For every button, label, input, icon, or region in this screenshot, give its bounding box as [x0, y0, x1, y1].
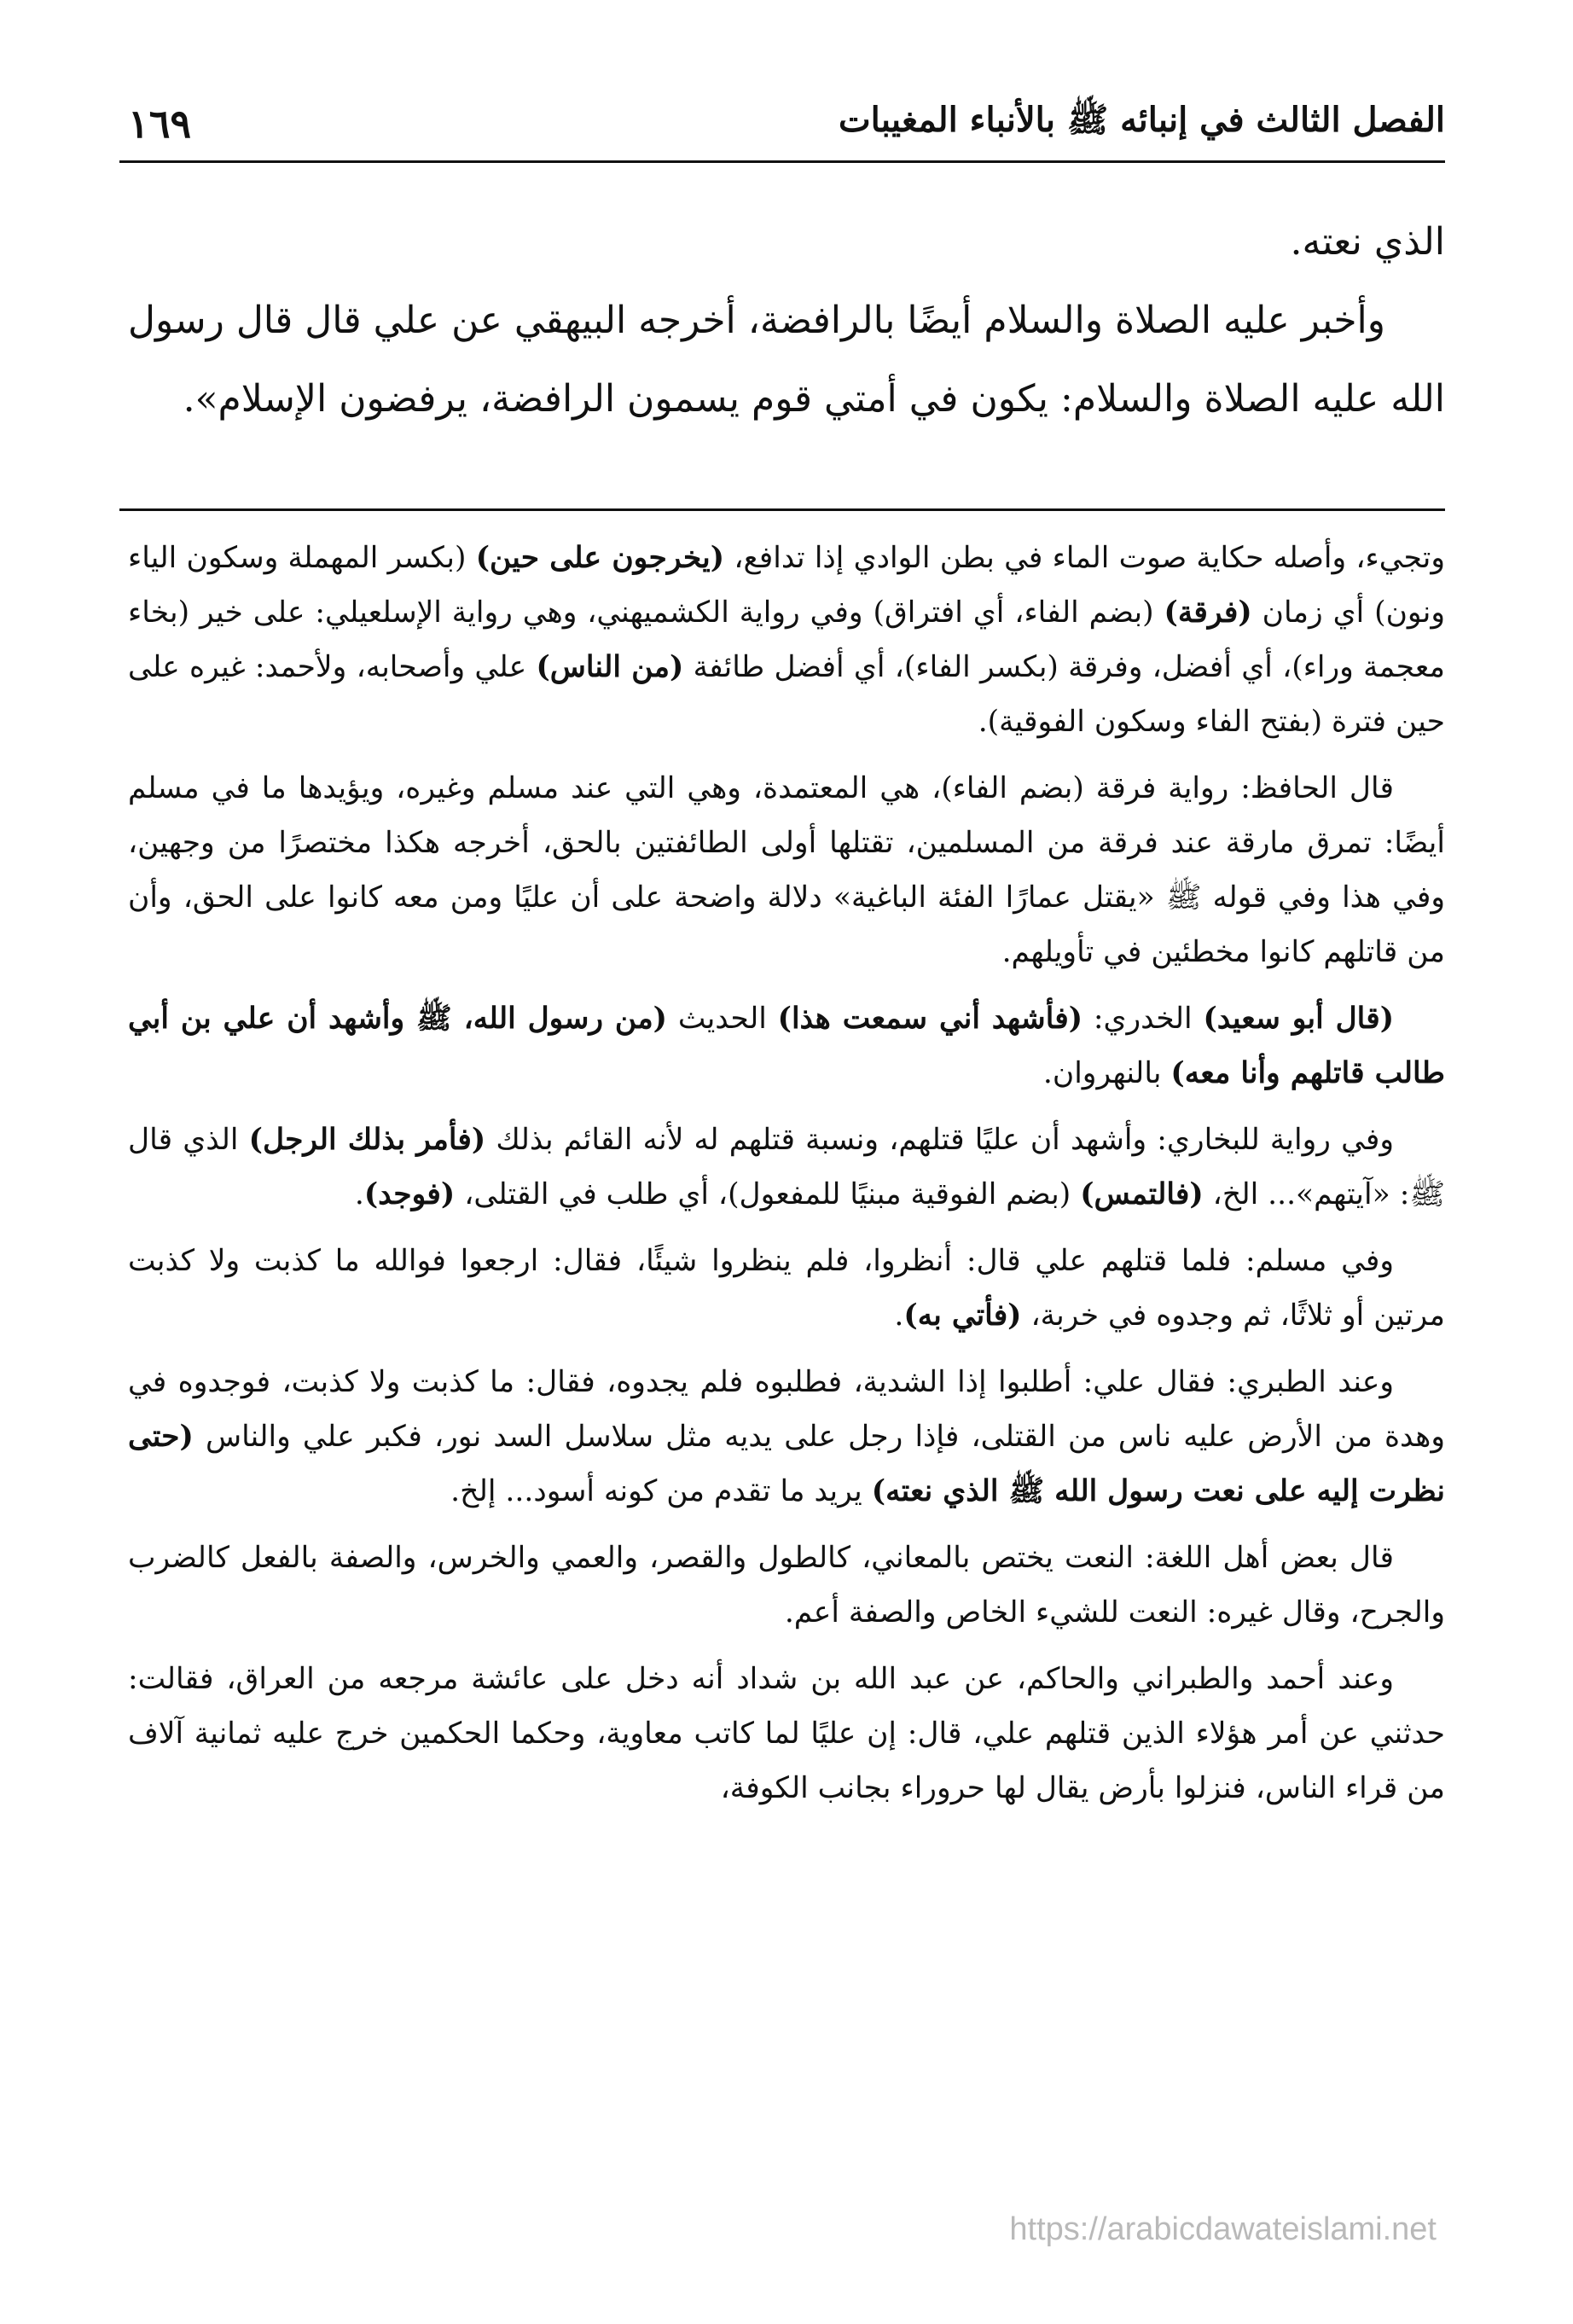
quoted-phrase: (فوجد): [363, 1177, 456, 1211]
text-run: وتجيء، وأصله حكاية صوت الماء في بطن الوادي إذا تدافع،: [724, 541, 1445, 575]
text-run: وفي مسلم: فلما قتلهم علي قال: أنظروا، فلم ينظروا شيئًا، فقال: ارجعوا فوالله ما كذبت ولا كذبت مرتين أو ثلاثًا، ثم وجدوه في خربة،: [128, 1244, 1445, 1333]
quoted-phrase: (حتى نظرت إليه على نعت رسول الله ﷺ الذي نعته): [128, 1420, 1445, 1508]
commentary-paragraph: [128, 531, 1445, 749]
text-run: (بضم الفاء، أي افتراق) وفي رواية الكشميهني، وهي رواية الإسلعيلي: على خير (بخاء معجمة وراء)، أي أفضل، وفرقة (بكسر الفاء)، أي أفضل طائفة: [128, 596, 1445, 684]
commentary-paragraph: [128, 1113, 1445, 1222]
text-run: .: [894, 1299, 904, 1333]
text-run: (بضم الفوقية مبنيًا للمفعول)، أي طلب في القتلى،: [455, 1177, 1081, 1211]
commentary-paragraph: [128, 1355, 1445, 1519]
running-title: الفصل الثالث في إنبائه ﷺ بالأنباء المغيبات: [839, 100, 1445, 140]
text-run: يريد ما تقدم من كونه أسود... إلخ.: [450, 1474, 872, 1508]
commentary: [128, 531, 1445, 1827]
footnote-rule: [119, 508, 1445, 511]
quoted-phrase: (فأتي به): [903, 1299, 1022, 1333]
text-run: بالنهروان.: [1042, 1056, 1171, 1090]
main-paragraph: الذي نعته.: [1290, 220, 1445, 264]
commentary-paragraph: وعند أحمد والطبراني والحاكم، عن عبد الله بن شداد أنه دخل على عائشة مرجعه من العراق، فقالت: حدثني عن أمر هؤلاء الذين قتلهم علي، قال: إن عليًا لما كاتب معاوية، وحكما الحكمين خرج عليه ثمانية آلاف من قراء الناس، فنزلوا بأرض يقال لها حروراء بجانب الكوفة،: [128, 1662, 1445, 1805]
quoted-phrase: (قال أبو سعيد): [1203, 1002, 1395, 1036]
commentary-paragraph: [128, 1234, 1445, 1343]
commentary-paragraph: قال بعض أهل اللغة: النعت يختص بالمعاني، كالطول والقصر، والعمي والخرس، والصفة بالفعل كالضرب والجرح، وقال غيره: النعت للشيء الخاص والصفة أعم.: [128, 1541, 1445, 1630]
quoted-phrase: (من رسول الله، ﷺ وأشهد أن علي بن أبي طالب قاتلهم وأنا معه): [128, 1002, 1445, 1090]
quoted-phrase: (يخرجون على حين): [475, 541, 725, 575]
commentary-paragraph: [128, 991, 1445, 1101]
quoted-phrase: (فرقة): [1164, 596, 1252, 630]
text-run: وفي رواية للبخاري: وأشهد أن عليًا قتلهم، ونسبة قتلهم له لأنه القائم بذلك: [485, 1123, 1394, 1157]
text-run: وعند الطبري: فقال علي: أطلبوا إذا الشدية، فطلبوه فلم يجدوه، فقال: ما كذبت ولا كذبت، فوجدوه في وهدة من الأرض عليه ناس من القتلى، فإذا رجل على يديه مثل سلاسل السد نور، فكبر علي والناس: [128, 1365, 1445, 1454]
text-run: (بكسر المهملة وسكون الياء ونون) أي زمان: [128, 541, 1445, 630]
text-run: الحديث: [667, 1002, 778, 1036]
quoted-phrase: (فأشهد أني سمعت هذا): [777, 1002, 1083, 1036]
header-rule: [119, 160, 1445, 163]
quoted-phrase: (فالتمس): [1080, 1177, 1204, 1211]
text-run: .: [354, 1177, 364, 1211]
page-number: ١٦٩: [128, 101, 192, 147]
quoted-phrase: (من الناس): [536, 650, 684, 684]
quoted-phrase: (فأمر بذلك الرجل): [248, 1123, 486, 1157]
main-paragraph: وأخبر عليه الصلاة والسلام أيضًا بالرافضة، أخرجه البيهقي عن علي قال قال رسول الله عليه الصلاة والسلام: يكون في أمتي قوم يسمون الرافضة، يرفضون الإسلام».: [128, 299, 1445, 421]
commentary-paragraph: قال الحافظ: رواية فرقة (بضم الفاء)، هي المعتمدة، وهي التي عند مسلم وغيره، ويؤيدها ما في مسلم أيضًا: تمرق مارقة عند فرقة من المسلمين، تقتلها أولى الطائفتين بالحق، أخرجه هكذا مختصرًا من وجهين، وفي هذا وفي قوله ﷺ «يقتل عمارًا الفئة الباغية» دلالة واضحة على أن عليًا ومن معه كانوا على الحق، وأن من قاتلهم كانوا مخطئين في تأويلهم.: [128, 771, 1445, 969]
text-run: الخدري:: [1083, 1002, 1204, 1036]
text-run: علي وأصحابه، ولأحمد: غيره على حين فترة (بفتح الفاء وسكون الفوقية).: [128, 650, 1445, 739]
page-header: [128, 94, 1445, 154]
main-text: [128, 203, 1445, 439]
text-run: الذي قال ﷺ: «آيتهم»... الخ،: [128, 1123, 1445, 1211]
watermark-url: https://arabicdawateislami.net: [1009, 2211, 1437, 2247]
